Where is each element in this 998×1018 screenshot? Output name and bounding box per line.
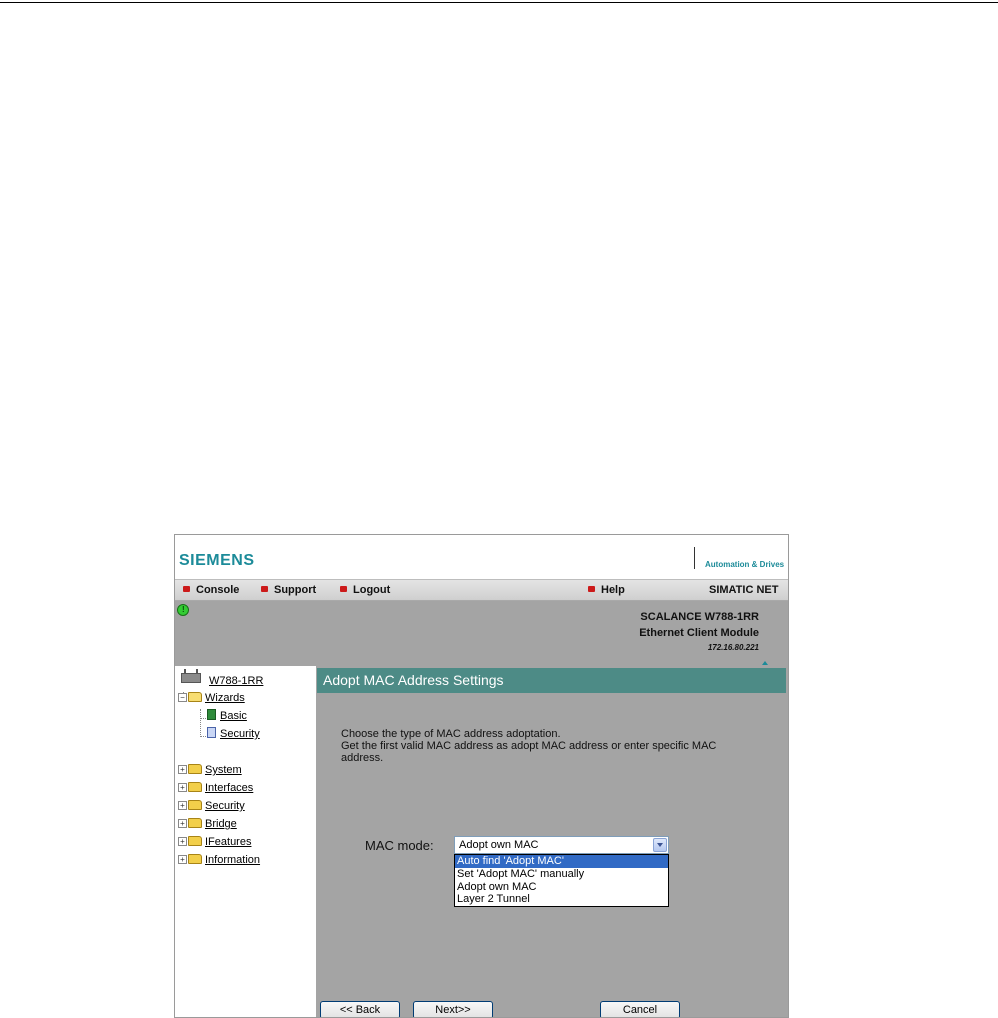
nav-support[interactable] xyxy=(261,584,316,596)
tree-system[interactable] xyxy=(178,763,242,777)
bullet-icon xyxy=(588,586,595,592)
device-icon xyxy=(181,673,201,683)
tree-bridge-label: Bridge xyxy=(205,818,237,830)
expand-icon[interactable]: + xyxy=(178,855,187,864)
tagline: Automation & Drives xyxy=(705,560,785,569)
option-set-manually[interactable]: Set 'Adopt MAC' manually xyxy=(457,867,585,880)
description-line: address. xyxy=(341,752,384,764)
device-ip: 172.16.80.221 xyxy=(707,643,759,652)
next-button[interactable]: Next>> xyxy=(413,1001,493,1018)
nav-support-label: Support xyxy=(274,584,317,596)
tree-ifeatures-label: IFeatures xyxy=(205,836,252,848)
bullet-icon xyxy=(340,586,347,592)
tree-bridge[interactable] xyxy=(178,817,237,831)
mac-mode-dropdown xyxy=(454,854,669,907)
status-led-icon[interactable] xyxy=(177,604,189,616)
tree-root[interactable] xyxy=(181,673,263,687)
mac-mode-label: MAC mode: xyxy=(365,838,434,853)
app-window xyxy=(174,534,789,1018)
nav-help[interactable] xyxy=(588,584,625,596)
page-icon xyxy=(207,727,216,738)
folder-icon xyxy=(188,854,202,864)
option-layer2-tunnel[interactable]: Layer 2 Tunnel xyxy=(457,893,530,906)
tree-wizard-security-label: Security xyxy=(220,728,260,740)
siemens-logo: SIEMENS xyxy=(179,552,255,569)
page-top-rule xyxy=(0,2,998,3)
folder-icon xyxy=(188,836,202,846)
tree-line xyxy=(200,736,206,737)
tree-security-label: Security xyxy=(205,800,245,812)
folder-icon xyxy=(188,800,202,810)
chevron-down-icon[interactable] xyxy=(653,838,667,852)
tree-wizard-basic[interactable] xyxy=(207,709,247,723)
tree-security[interactable] xyxy=(178,799,245,813)
tree-system-label: System xyxy=(205,764,242,776)
tree-interfaces[interactable] xyxy=(178,781,253,795)
device-banner xyxy=(175,601,788,666)
bullet-icon xyxy=(183,586,190,592)
header xyxy=(175,535,788,579)
option-auto-find[interactable]: Auto find 'Adopt MAC' xyxy=(455,855,668,868)
option-adopt-own[interactable]: Adopt own MAC xyxy=(457,880,537,893)
product-line: SIMATIC NET xyxy=(709,584,779,596)
status-led-mark: ! xyxy=(182,605,185,614)
mac-mode-value: Adopt own MAC xyxy=(459,839,539,851)
cancel-button[interactable]: Cancel xyxy=(600,1001,680,1018)
tree-wizards-label: Wizards xyxy=(205,692,245,704)
tree-wizard-basic-label: Basic xyxy=(220,710,247,722)
main-content xyxy=(316,666,789,1018)
tree-wizard-security[interactable] xyxy=(207,727,260,741)
mac-mode-select[interactable] xyxy=(454,836,669,854)
device-name: SCALANCE W788-1RR xyxy=(640,611,759,623)
tree-information-label: Information xyxy=(205,854,261,866)
page-icon xyxy=(207,709,216,720)
header-divider xyxy=(694,547,695,569)
folder-icon xyxy=(188,764,202,774)
description-line: Get the first valid MAC address as adopt MAC address or enter specific MAC xyxy=(341,740,717,752)
top-nav xyxy=(175,579,788,601)
tree-wizards[interactable] xyxy=(178,691,245,705)
expand-icon[interactable]: + xyxy=(178,783,187,792)
tree-ifeatures[interactable] xyxy=(178,835,251,849)
nav-logout[interactable] xyxy=(340,584,390,596)
back-button[interactable]: << Back xyxy=(320,1001,400,1018)
page-title: Adopt MAC Address Settings xyxy=(317,668,786,693)
tree-interfaces-label: Interfaces xyxy=(205,782,254,794)
tree-line xyxy=(200,718,206,719)
expand-icon[interactable]: + xyxy=(178,819,187,828)
caret-up-icon xyxy=(762,661,768,665)
expand-icon[interactable]: + xyxy=(178,765,187,774)
tree-information[interactable] xyxy=(178,853,260,867)
folder-icon xyxy=(188,782,202,792)
nav-help-label: Help xyxy=(601,584,625,596)
device-module: Ethernet Client Module xyxy=(639,627,759,639)
description xyxy=(341,728,761,764)
expand-icon[interactable]: + xyxy=(178,837,187,846)
nav-logout-label: Logout xyxy=(353,584,391,596)
description-line: Choose the type of MAC address adoptation. xyxy=(341,728,561,740)
collapse-icon[interactable]: − xyxy=(178,693,187,702)
nav-console-label: Console xyxy=(196,584,240,596)
folder-icon xyxy=(188,818,202,828)
tree-root-label: W788-1RR xyxy=(209,675,264,687)
bullet-icon xyxy=(261,586,268,592)
sidebar-tree xyxy=(175,666,316,1018)
folder-open-icon xyxy=(188,692,202,702)
nav-console[interactable] xyxy=(183,584,239,596)
tree-line xyxy=(200,709,201,737)
expand-icon[interactable]: + xyxy=(178,801,187,810)
